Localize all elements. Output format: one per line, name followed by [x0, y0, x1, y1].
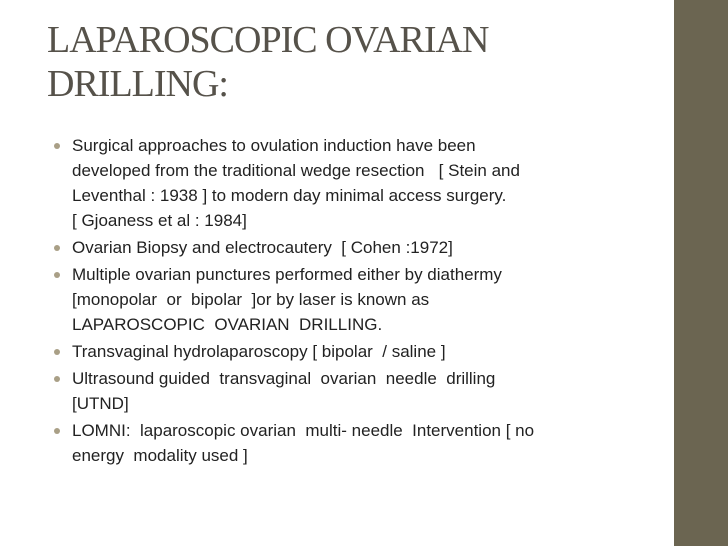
bullet-line: Ultrasound guided transvaginal ovarian needle drilling — [72, 369, 496, 388]
bullet-dot-icon — [54, 349, 60, 355]
bullet-dot-icon — [54, 272, 60, 278]
bullet-line: [monopolar or bipolar ]or by laser is known as — [72, 290, 430, 309]
bullet-line: [UTND] — [72, 394, 129, 413]
bullet-dot-icon — [54, 376, 60, 382]
bullet-dot-icon — [54, 245, 60, 251]
title-line: DRILLING: — [47, 63, 228, 105]
bullet-line: Multiple ovarian punctures performed either by diathermy — [72, 265, 502, 284]
bullet-line: Ovarian Biopsy and electrocautery [ Cohen :1972] — [72, 238, 453, 257]
bullet-item — [54, 235, 654, 260]
side-accent-bar — [674, 0, 728, 546]
bullet-line: Transvaginal hydrolaparoscopy [ bipolar / saline ] — [72, 342, 446, 361]
slide-title — [47, 18, 607, 106]
bullet-item — [54, 262, 654, 337]
bullet-item — [54, 133, 654, 233]
bullet-line: Leventhal : 1938 ] to modern day minimal access surgery. — [72, 186, 507, 205]
bullet-dot-icon — [54, 143, 60, 149]
title-line: LAPAROSCOPIC OVARIAN — [47, 19, 489, 61]
bullet-line: Surgical approaches to ovulation induction have been — [72, 136, 476, 155]
bullet-item — [54, 366, 654, 416]
bullet-line: [ Gjoaness et al : 1984] — [72, 211, 247, 230]
bullet-line: developed from the traditional wedge resection [ Stein and — [72, 161, 520, 180]
bullet-line: energy modality used ] — [72, 446, 248, 465]
bullet-item — [54, 418, 654, 468]
bullet-line: LOMNI: laparoscopic ovarian multi- needle Intervention [ no — [72, 421, 535, 440]
bullet-line: LAPAROSCOPIC OVARIAN DRILLING. — [72, 315, 383, 334]
bullet-item — [54, 339, 654, 364]
bullet-list — [54, 133, 654, 470]
bullet-dot-icon — [54, 428, 60, 434]
